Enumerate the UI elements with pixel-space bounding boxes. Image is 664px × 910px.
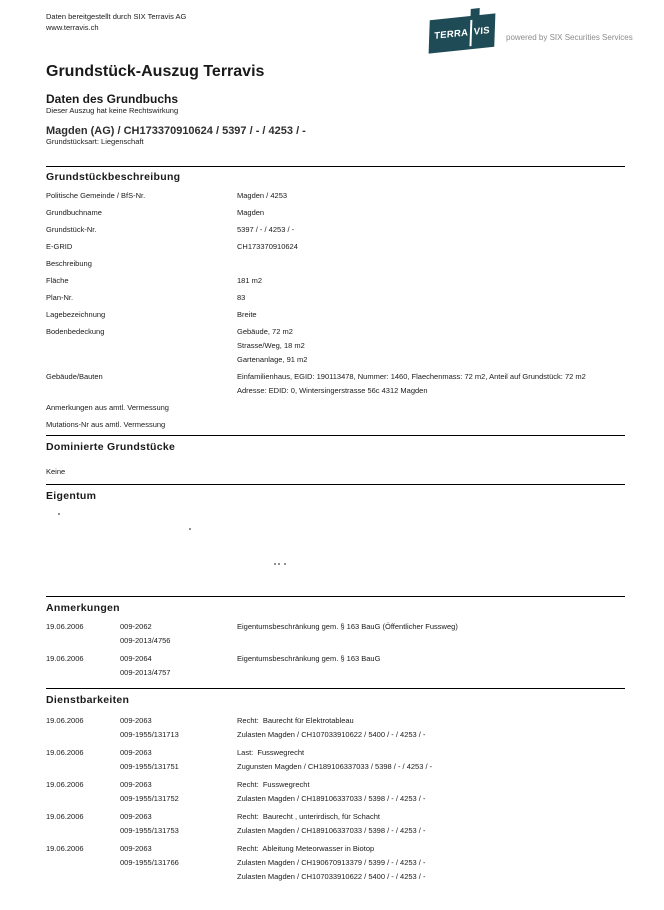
field-value: Einfamilienhaus, EGID: 190113478, Nummer: 1460, Flaechenmass: 72 m2, Anteil auf Grundstück: 72 m2: [237, 372, 586, 381]
table-row: [46, 291, 625, 305]
row-text: Zulasten Magden / CH107033910622 / 5400 / - / 4253 / -: [237, 872, 426, 881]
row-reference: 009-2063: [120, 748, 152, 757]
row-date: 19.06.2006: [46, 748, 84, 757]
row-reference: 009-1955/131751: [120, 762, 179, 771]
row-reference: 009-2063: [120, 780, 152, 789]
row-reference: 009-1955/131753: [120, 826, 179, 835]
row-reference: 009-2013/4757: [120, 668, 171, 677]
row-date: 19.06.2006: [46, 654, 84, 663]
page-title: Grundstück-Auszug Terravis: [46, 63, 265, 80]
section-heading-ownership: Eigentum: [46, 490, 97, 502]
redaction-dot: [189, 528, 191, 530]
section-divider: [46, 688, 625, 689]
table-row: [46, 714, 625, 742]
row-reference: 009-1955/131766: [120, 858, 179, 867]
ownership-redacted-area: [46, 502, 625, 596]
field-value: Strasse/Weg, 18 m2: [237, 341, 305, 350]
field-value: Gartenanlage, 91 m2: [237, 355, 308, 364]
table-row: [46, 418, 625, 432]
document-subtitle: Daten des Grundbuchs: [46, 92, 179, 106]
field-label: Grundbuchname: [46, 208, 102, 217]
table-row: [46, 810, 625, 838]
logo-text-terra: TERRA: [433, 27, 469, 42]
table-row: [46, 370, 625, 398]
dominated-content: Keine: [46, 467, 66, 476]
table-row: [46, 223, 625, 237]
row-date: 19.06.2006: [46, 780, 84, 789]
row-text: Last: Fusswegrecht: [237, 748, 305, 757]
row-text: Recht: Baurecht , unterirdisch, für Schacht: [237, 812, 380, 821]
logo-text-vis: VIS: [473, 25, 491, 38]
field-value: Magden / 4253: [237, 191, 288, 200]
section-heading-annotations: Anmerkungen: [46, 602, 120, 614]
section-heading-description: Grundstückbeschreibung: [46, 171, 181, 183]
table-row: [46, 620, 625, 648]
table-row: [46, 842, 625, 884]
provider-line: Daten bereitgestellt durch SIX Terravis AG: [46, 12, 187, 21]
row-text: Recht: Fusswegrecht: [237, 780, 310, 789]
table-row: [46, 401, 625, 415]
annotations-table: [46, 620, 625, 680]
row-text: Recht: Baurecht für Elektrotableau: [237, 716, 354, 725]
section-divider: [46, 596, 625, 597]
field-label: Gebäude/Bauten: [46, 372, 103, 381]
row-date: 19.06.2006: [46, 622, 84, 631]
field-label: Beschreibung: [46, 259, 92, 268]
table-row: [46, 325, 625, 367]
row-reference: 009-2063: [120, 716, 152, 725]
row-text: Zulasten Magden / CH190670913379 / 5399 / - / 4253 / -: [237, 858, 426, 867]
table-row: [46, 308, 625, 322]
row-reference: 009-2063: [120, 812, 152, 821]
field-label: Politische Gemeinde / BfS-Nr.: [46, 191, 146, 200]
powered-by-text: powered by SIX Securities Services: [506, 33, 633, 42]
row-text: Eigentumsbeschränkung gem. § 163 BauG (Öffentlicher Fussweg): [237, 622, 458, 631]
row-date: 19.06.2006: [46, 716, 84, 725]
row-text: Zugunsten Magden / CH189106337033 / 5398 / - / 4253 / -: [237, 762, 433, 771]
table-row: [46, 240, 625, 254]
parcel-type: Grundstücksart: Liegenschaft: [46, 137, 144, 146]
parcel-heading: Magden (AG) / CH173370910624 / 5397 / - / 4253 / -: [46, 125, 306, 137]
disclaimer: Dieser Auszug hat keine Rechtswirkung: [46, 106, 179, 115]
row-date: 19.06.2006: [46, 844, 84, 853]
field-label: E-GRID: [46, 242, 73, 251]
redaction-dot: [274, 563, 276, 565]
field-value: Magden: [237, 208, 265, 217]
table-row: [46, 189, 625, 203]
row-reference: 009-2013/4756: [120, 636, 171, 645]
table-row: [46, 778, 625, 806]
field-value: 181 m2: [237, 276, 263, 285]
section-divider: [46, 484, 625, 485]
description-table: [46, 189, 625, 432]
row-text: Recht: Ableitung Meteorwasser in Biotop: [237, 844, 375, 853]
field-label: Mutations-Nr aus amtl. Vermessung: [46, 420, 166, 429]
field-label: Plan-Nr.: [46, 293, 74, 302]
row-reference: 009-1955/131713: [120, 730, 179, 739]
redaction-dot: [284, 563, 286, 565]
row-text: Eigentumsbeschränkung gem. § 163 BauG: [237, 654, 381, 663]
table-row: [46, 274, 625, 288]
field-label: Bodenbedeckung: [46, 327, 105, 336]
section-divider: [46, 166, 625, 167]
easements-table: [46, 714, 625, 884]
redaction-dot: [278, 563, 280, 565]
field-value: 5397 / - / 4253 / -: [237, 225, 295, 234]
field-value: 83: [237, 293, 246, 302]
field-value: Gebäude, 72 m2: [237, 327, 293, 336]
row-reference: 009-2062: [120, 622, 152, 631]
provider-url: www.terravis.ch: [46, 23, 99, 32]
section-heading-easements: Dienstbarkeiten: [46, 694, 130, 706]
row-text: Zulasten Magden / CH107033910622 / 5400 / - / 4253 / -: [237, 730, 426, 739]
row-text: Zulasten Magden / CH189106337033 / 5398 / - / 4253 / -: [237, 794, 426, 803]
field-label: Fläche: [46, 276, 69, 285]
table-row: [46, 206, 625, 220]
field-label: Anmerkungen aus amtl. Vermessung: [46, 403, 169, 412]
section-heading-dominated: Dominierte Grundstücke: [46, 441, 176, 453]
table-row: [46, 746, 625, 774]
row-date: 19.06.2006: [46, 812, 84, 821]
field-label: Lagebezeichnung: [46, 310, 106, 319]
field-value: Breite: [237, 310, 257, 319]
table-row: [46, 257, 625, 271]
table-row: [46, 652, 625, 680]
field-value: CH173370910624: [237, 242, 298, 251]
redaction-dot: [58, 513, 60, 515]
field-label: Grundstück-Nr.: [46, 225, 97, 234]
row-reference: 009-2064: [120, 654, 152, 663]
row-reference: 009-1955/131752: [120, 794, 179, 803]
section-divider: [46, 435, 625, 436]
row-reference: 009-2063: [120, 844, 152, 853]
field-value: Adresse: EDID: 0, Wintersingerstrasse 56c 4312 Magden: [237, 386, 428, 395]
row-text: Zulasten Magden / CH189106337033 / 5398 / - / 4253 / -: [237, 826, 426, 835]
